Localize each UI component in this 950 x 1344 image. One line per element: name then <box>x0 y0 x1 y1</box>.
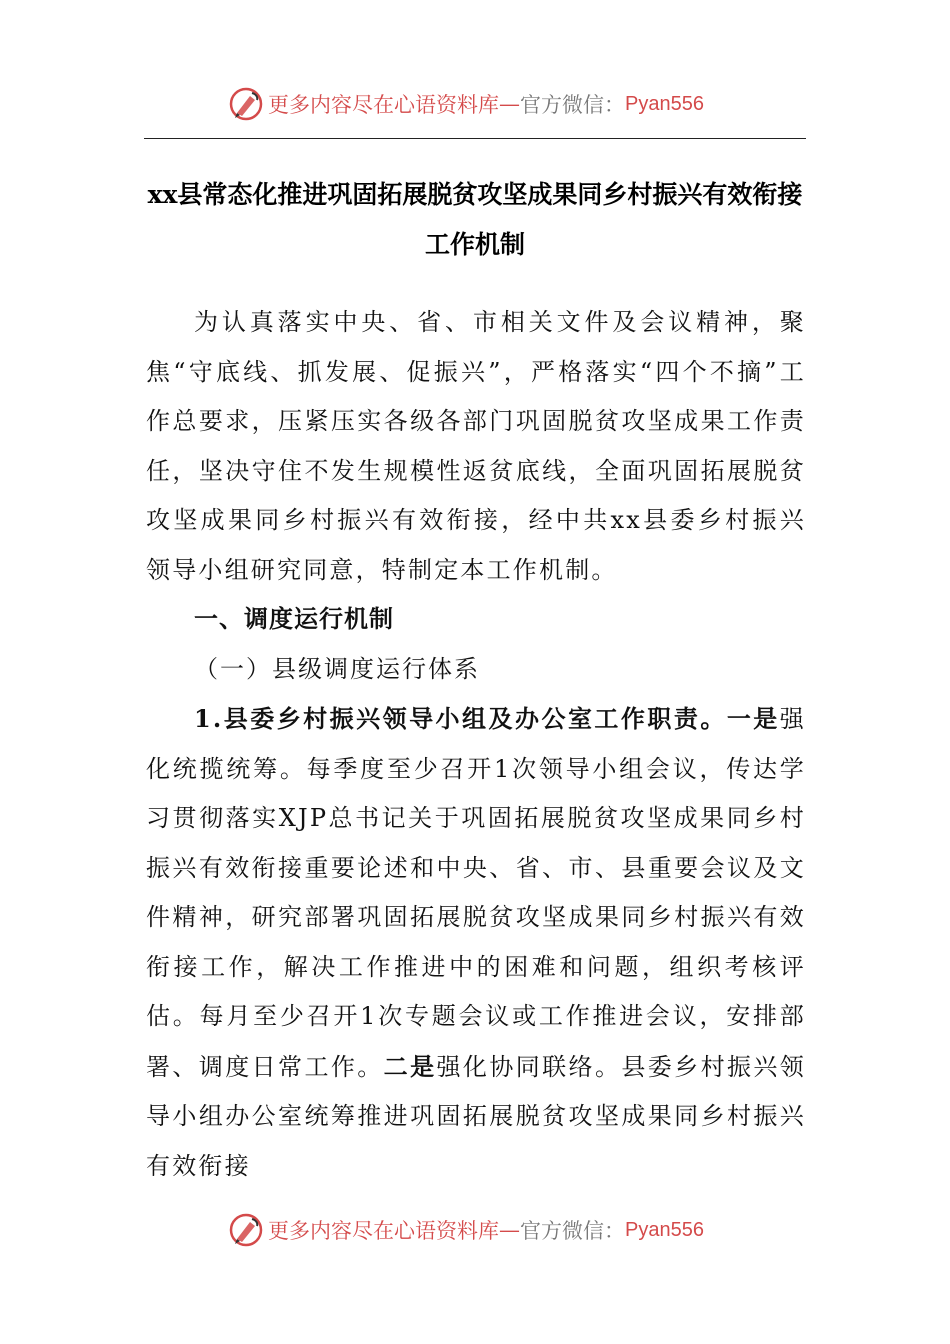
header-divider <box>144 138 806 139</box>
watermark-prefix: 官方微信： <box>520 1219 625 1243</box>
watermark-text: 更多内容尽在心语资料库 <box>268 1219 499 1243</box>
item-paragraph <box>146 694 806 1191</box>
document-body <box>146 298 806 1191</box>
watermark-separator: — <box>499 92 520 116</box>
section-heading: 一、调度运行机制 <box>194 605 394 633</box>
first-text: 强化统揽统筹。每季度至少召开1次领导小组会议，传达学习贯彻落实XJP总书记关于巩固拓展脱贫攻坚成果同乡村振兴有效衔接重要论述和中央、省、市、县重要会议及文件精神，研究部署巩固拓展脱贫攻坚成果同乡村振兴有效衔接工作，解决工作推进中的困难和问题，组织考核评估。每月至少召开1次专题会议或工作推进会议，安排部署、调度日常工作。 <box>146 705 806 1081</box>
pen-logo-icon <box>228 86 264 122</box>
item-lead: 1.县委乡村振兴领导小组及办公室工作职责。 <box>194 704 727 733</box>
watermark-prefix: 官方微信： <box>520 93 625 117</box>
watermark-banner-top <box>0 84 950 124</box>
watermark-wechat-id: Pyan556 <box>625 92 704 115</box>
subsection-heading: （一）县级调度运行体系 <box>194 654 480 683</box>
document-title: xx县常态化推进巩固拓展脱贫攻坚成果同乡村振兴有效衔接工作机制 <box>147 180 803 259</box>
watermark-banner-bottom <box>0 1210 950 1250</box>
intro-paragraph: 为认真落实中央、省、市相关文件及会议精神，聚焦“守底线、抓发展、促振兴”，严格落实“四个不摘”工作总要求，压紧压实各级各部门巩固脱贫攻坚成果工作责任，坚决守住不发生规模性返贫底线，全面巩固拓展脱贫攻坚成果同乡村振兴有效衔接，经中共xx县委乡村振兴领导小组研究同意，特制定本工作机制。 <box>146 308 806 584</box>
watermark-text: 更多内容尽在心语资料库 <box>268 93 499 117</box>
pen-logo-icon <box>228 1212 264 1248</box>
second-text: 强化协同联络。县委乡村振兴领导小组办公室统筹推进巩固拓展脱贫攻坚成果同乡村振兴有效衔接 <box>146 1052 806 1180</box>
first-label: 一是 <box>726 704 780 733</box>
watermark-wechat-id: Pyan556 <box>625 1218 704 1241</box>
second-label: 二是 <box>383 1051 437 1081</box>
watermark-separator: — <box>499 1218 520 1242</box>
